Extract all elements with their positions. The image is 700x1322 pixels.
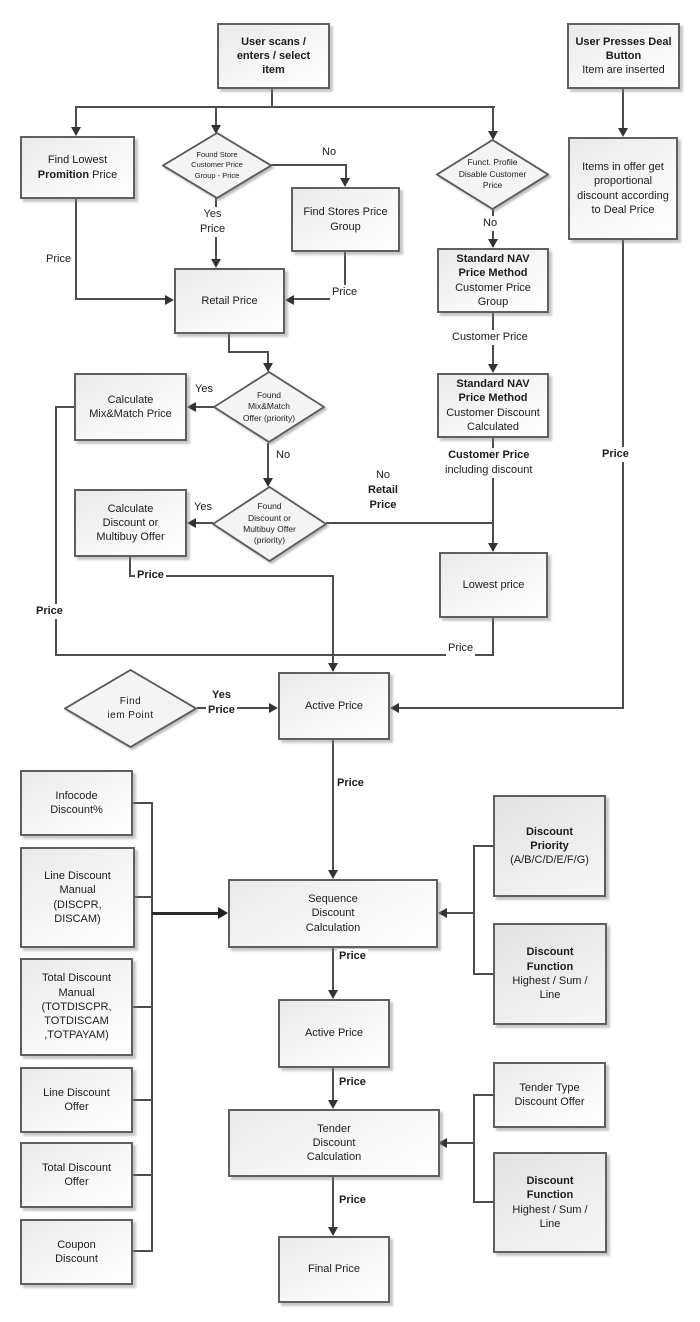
arrowhead bbox=[328, 663, 338, 672]
edge-label-price-findlowest: Price bbox=[46, 253, 72, 265]
node-active-price-1: Active Price bbox=[278, 672, 390, 740]
edge-label-price-mixmatch: Price bbox=[36, 605, 63, 617]
edge-label-yes-d3: Yes bbox=[195, 383, 213, 395]
arrowhead bbox=[340, 178, 350, 187]
edge-label-yes-price-d1: Yes Price bbox=[200, 208, 226, 235]
arrowhead bbox=[285, 295, 294, 305]
decision-funct-profile-disable-customer-price: Funct. Profile Disable Customer Price bbox=[436, 139, 549, 210]
bracket-right-2 bbox=[473, 1094, 475, 1203]
edge-label-price-lowest: Price bbox=[448, 642, 474, 654]
arrowhead bbox=[165, 295, 174, 305]
node-total-discount-offer: Total Discount Offer bbox=[20, 1142, 133, 1208]
stub-line-disc-offer bbox=[133, 1099, 152, 1101]
arrowhead bbox=[328, 870, 338, 879]
arrowhead bbox=[218, 907, 228, 919]
node-final-price: Final Price bbox=[278, 1236, 390, 1303]
edge-label-price-active2: Price bbox=[339, 1076, 366, 1088]
arrowhead bbox=[328, 1227, 338, 1236]
node-line-discount-manual: Line Discount Manual (DISCPR, DISCAM) bbox=[20, 847, 135, 948]
connector-d4-no bbox=[326, 522, 494, 524]
arrowhead bbox=[269, 703, 278, 713]
connector-deal-long-v bbox=[622, 240, 624, 709]
node-lowest-price: Lowest price bbox=[439, 552, 548, 618]
node-discount-priority: Discount Priority (A/B/C/D/E/F/G) bbox=[493, 795, 606, 897]
node-sequence-discount-calculation: Sequence Discount Calculation bbox=[228, 879, 438, 948]
connector-d3-no bbox=[267, 443, 269, 480]
node-calculate-discount-multibuy: Calculate Discount or Multibuy Offer bbox=[74, 489, 187, 557]
edge-label-price-active1: Price bbox=[337, 777, 364, 789]
edge-label-no-d3: No bbox=[276, 449, 291, 461]
node-line-discount-offer: Line Discount Offer bbox=[20, 1067, 133, 1133]
edge-label-price-deal: Price bbox=[602, 448, 629, 460]
stub-disc-function2 bbox=[474, 1201, 493, 1203]
arrowhead bbox=[618, 128, 628, 137]
node-user-scans: User scans / enters / select item bbox=[217, 23, 330, 89]
edge-label-yes-price-d5: Yes Price bbox=[208, 689, 235, 716]
stub-tender-type bbox=[474, 1094, 493, 1096]
edge-label-yes-d4: Yes bbox=[194, 501, 212, 513]
node-deal-button: User Presses Deal Button Item are inserted bbox=[567, 23, 680, 89]
arrowhead bbox=[71, 127, 81, 136]
connector-deal-down bbox=[622, 89, 624, 130]
bracket-right-1 bbox=[473, 845, 475, 975]
stub-line-disc-manual bbox=[135, 896, 152, 898]
arrowhead bbox=[488, 364, 498, 373]
node-retail-price: Retail Price bbox=[174, 268, 285, 334]
arrowhead bbox=[488, 543, 498, 552]
connector-mixmatch-out-h1 bbox=[55, 406, 75, 408]
bracket1-to-sequence bbox=[447, 912, 474, 914]
bracket2-to-tender bbox=[447, 1142, 474, 1144]
node-tender-discount-calculation: Tender Discount Calculation bbox=[228, 1109, 440, 1177]
node-tender-type-discount-offer: Tender Type Discount Offer bbox=[493, 1062, 606, 1128]
connector-to-d2 bbox=[492, 106, 494, 133]
edge-label-price-calcdiscount: Price bbox=[137, 569, 164, 581]
node-standard-nav-customer-discount: Standard NAV Price Method Customer Discount Calculated bbox=[437, 373, 549, 438]
stub-total-disc-offer bbox=[133, 1174, 152, 1176]
stub-coupon bbox=[133, 1250, 152, 1252]
decision-found-mixmatch-offer: Found Mix&Match Offer (priority) bbox=[213, 371, 325, 443]
node-items-in-offer: Items in offer get proportional discount according to Deal Price bbox=[568, 137, 678, 240]
arrowhead bbox=[438, 908, 447, 918]
collector-to-sequence bbox=[152, 912, 219, 915]
connector-d3-yes bbox=[195, 406, 214, 408]
node-calculate-mixmatch: Calculate Mix&Match Price bbox=[74, 373, 187, 441]
stub-total-disc-manual bbox=[133, 1006, 152, 1008]
connector-merge-to-active1 bbox=[332, 575, 334, 665]
node-total-discount-manual: Total Discount Manual (TOTDISCPR, TOTDISCAM ,TOTPAYAM) bbox=[20, 958, 133, 1056]
arrowhead bbox=[488, 239, 498, 248]
connector-d4-yes bbox=[195, 522, 213, 524]
edge-label-customer-price-including-discount: Customer Price including discount bbox=[445, 449, 533, 476]
connector-mixmatch-out-h2 bbox=[55, 654, 334, 656]
edge-label-no-d2: No bbox=[483, 217, 498, 229]
arrowhead bbox=[211, 259, 221, 268]
arrowhead bbox=[390, 703, 399, 713]
connector-to-d1 bbox=[215, 106, 217, 127]
node-infocode-discount: Infocode Discount% bbox=[20, 770, 133, 836]
connector-retail-h bbox=[228, 351, 269, 353]
node-standard-nav-price-group: Standard NAV Price Method Customer Price Group bbox=[437, 248, 549, 313]
arrowhead bbox=[187, 402, 196, 412]
connector-lowest-down bbox=[492, 618, 494, 656]
stub-infocode bbox=[133, 802, 153, 804]
connector-findlowest-v bbox=[75, 199, 77, 300]
connector-active2-down bbox=[332, 1068, 334, 1102]
decision-find-item-point: Find iem Point bbox=[64, 669, 197, 748]
edge-label-no-d1: No bbox=[322, 146, 337, 158]
connector-tender-down bbox=[332, 1177, 334, 1229]
collector-left bbox=[151, 802, 153, 1252]
edge-label-price-tender: Price bbox=[339, 1194, 366, 1206]
edge-label-price-sequence: Price bbox=[339, 950, 366, 962]
connector-active1-down bbox=[332, 740, 334, 872]
connector-user-scans-down bbox=[271, 89, 273, 107]
edge-label-customer-price: Customer Price bbox=[452, 331, 528, 343]
arrowhead bbox=[328, 990, 338, 999]
edge-label-price-findstores: Price bbox=[332, 286, 358, 298]
node-discount-function-2: Discount Function Highest / Sum / Line bbox=[493, 1152, 607, 1253]
decision-found-store-customer-price-group: Found Store Customer Price Group - Price bbox=[162, 132, 272, 199]
edge-label-no-retail-price: No Retail Price bbox=[368, 469, 398, 511]
stub-disc-priority bbox=[474, 845, 493, 847]
connector-deal-to-active1 bbox=[399, 707, 624, 709]
arrowhead bbox=[328, 1100, 338, 1109]
connector-calcdisc-out-v bbox=[129, 557, 131, 577]
decision-found-discount-multibuy-offer: Found Discount or Multibuy Offer (priority) bbox=[212, 486, 327, 562]
node-coupon-discount: Coupon Discount bbox=[20, 1219, 133, 1285]
node-active-price-2: Active Price bbox=[278, 999, 390, 1068]
stub-disc-function1 bbox=[474, 973, 493, 975]
arrowhead bbox=[187, 518, 196, 528]
node-find-lowest-promotion: Find Lowest Promition Price bbox=[20, 136, 135, 199]
connector-d1-no-h bbox=[271, 164, 347, 166]
node-discount-function-1: Discount Function Highest / Sum / Line bbox=[493, 923, 607, 1025]
node-find-stores-price-group: Find Stores Price Group bbox=[291, 187, 400, 252]
connector-findlowest-h bbox=[75, 298, 167, 300]
connector-branch-top bbox=[75, 106, 495, 108]
connector-to-find-lowest bbox=[75, 106, 77, 129]
connector-sequence-down bbox=[332, 948, 334, 992]
